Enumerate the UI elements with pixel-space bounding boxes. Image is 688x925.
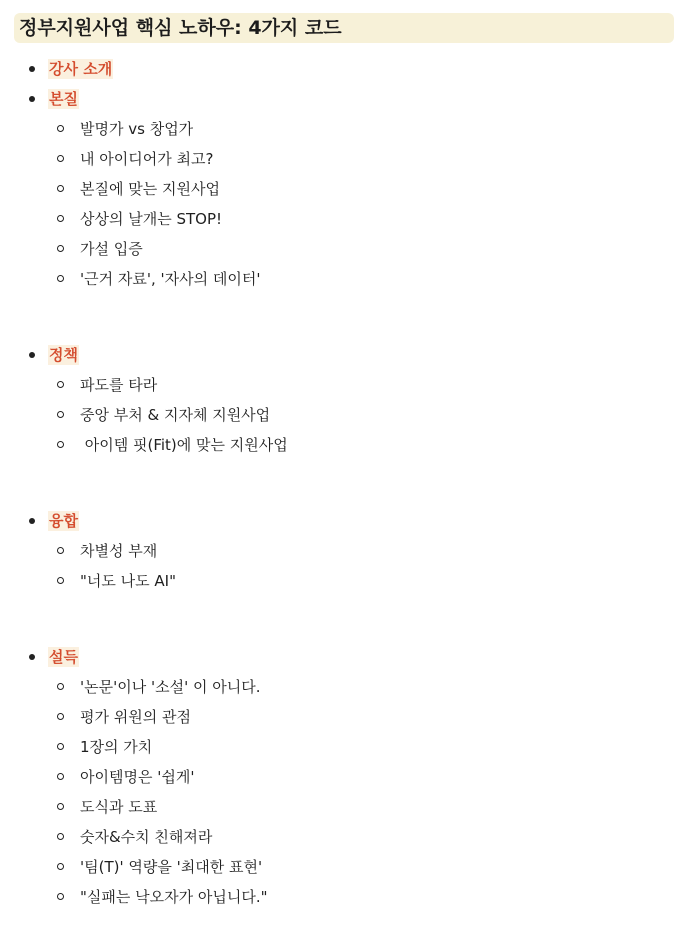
- list-item: [0, 886, 688, 908]
- section-convergence: [0, 510, 688, 532]
- list-item: [0, 374, 688, 396]
- list-item: [0, 268, 688, 290]
- list-item: [0, 540, 688, 562]
- list-item: [0, 796, 688, 818]
- circle-bullet-icon: [57, 155, 64, 162]
- section-label: 설득: [49, 648, 78, 666]
- section-label: 정책: [49, 346, 78, 364]
- list-item: [0, 178, 688, 200]
- section-label: 강사 소개: [49, 60, 113, 78]
- circle-bullet-icon: [57, 833, 64, 840]
- bullet-icon: [29, 518, 35, 524]
- circle-bullet-icon: [57, 773, 64, 780]
- circle-bullet-icon: [57, 411, 64, 418]
- list-item: [0, 706, 688, 728]
- circle-bullet-icon: [57, 893, 64, 900]
- section-policy: [0, 344, 688, 366]
- circle-bullet-icon: [57, 863, 64, 870]
- list-item-text: '근거 자료', '자사의 데이터': [80, 270, 261, 288]
- list-item: [0, 856, 688, 878]
- circle-bullet-icon: [57, 713, 64, 720]
- list-item-text: 가설 입증: [80, 240, 143, 258]
- list-item-text: 아이템 핏(Fit)에 맞는 지원사업: [80, 436, 288, 454]
- circle-bullet-icon: [57, 275, 64, 282]
- list-item-text: "실패는 낙오자가 아닙니다.": [80, 888, 268, 906]
- list-item-text: 1장의 가치: [80, 738, 153, 756]
- section-persuasion: [0, 646, 688, 668]
- circle-bullet-icon: [57, 125, 64, 132]
- page-title: 정부지원사업 핵심 노하우: 4가지 코드: [19, 17, 342, 39]
- list-item-text: 평가 위원의 관점: [80, 708, 191, 726]
- bullet-icon: [29, 66, 35, 72]
- list-item-text: 도식과 도표: [80, 798, 158, 816]
- list-item: [0, 676, 688, 698]
- circle-bullet-icon: [57, 215, 64, 222]
- section-intro: [0, 58, 688, 80]
- circle-bullet-icon: [57, 185, 64, 192]
- circle-bullet-icon: [57, 683, 64, 690]
- list-item-text: '팀(T)' 역량을 '최대한 표현': [80, 858, 263, 876]
- list-item: [0, 826, 688, 848]
- list-item: [0, 766, 688, 788]
- list-item: [0, 570, 688, 592]
- list-item-text: 숫자&수치 친해져라: [80, 828, 213, 846]
- list-item: [0, 434, 688, 456]
- list-item-text: "너도 나도 AI": [80, 572, 176, 590]
- circle-bullet-icon: [57, 803, 64, 810]
- list-item: [0, 238, 688, 260]
- circle-bullet-icon: [57, 547, 64, 554]
- circle-bullet-icon: [57, 743, 64, 750]
- list-item-text: 상상의 날개는 STOP!: [80, 210, 223, 228]
- section-label: 본질: [49, 90, 78, 108]
- list-item-text: 발명가 vs 창업가: [80, 120, 194, 138]
- list-item: [0, 208, 688, 230]
- bullet-icon: [29, 654, 35, 660]
- list-item-text: 파도를 타라: [80, 376, 158, 394]
- circle-bullet-icon: [57, 381, 64, 388]
- list-item: [0, 404, 688, 426]
- list-item-text: 중앙 부처 & 지자체 지원사업: [80, 406, 271, 424]
- circle-bullet-icon: [57, 577, 64, 584]
- list-item-text: 아이템명은 '쉽게': [80, 768, 195, 786]
- list-item-text: 내 아이디어가 최고?: [80, 150, 214, 168]
- bullet-icon: [29, 96, 35, 102]
- list-item: [0, 148, 688, 170]
- section-essence: [0, 88, 688, 110]
- list-item-text: 차별성 부재: [80, 542, 158, 560]
- circle-bullet-icon: [57, 441, 64, 448]
- page-title-highlight: [14, 13, 674, 43]
- bullet-icon: [29, 352, 35, 358]
- circle-bullet-icon: [57, 245, 64, 252]
- section-label: 융합: [49, 512, 78, 530]
- list-item: [0, 736, 688, 758]
- list-item: [0, 118, 688, 140]
- list-item-text: 본질에 맞는 지원사업: [80, 180, 220, 198]
- list-item-text: '논문'이나 '소설' 이 아니다.: [80, 678, 261, 696]
